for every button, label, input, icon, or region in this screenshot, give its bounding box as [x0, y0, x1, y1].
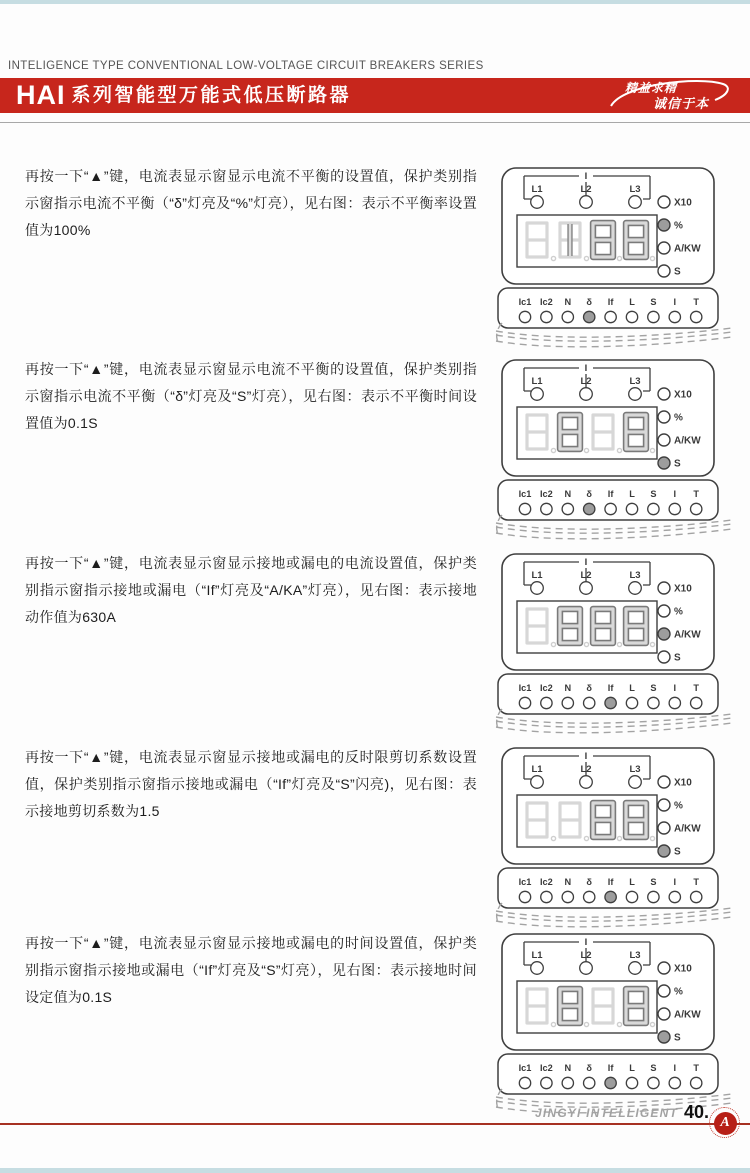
phase-led-L2: [580, 388, 593, 401]
seven-segment-display: [517, 407, 657, 459]
slogan-line1: 精益求精: [625, 81, 678, 95]
svg-text:T: T: [693, 1063, 700, 1073]
page-number: 40.: [684, 1102, 710, 1122]
phase-led-L3: [629, 196, 642, 209]
svg-text:Ic2: Ic2: [540, 297, 553, 307]
svg-text:I: I: [673, 297, 677, 307]
meter-diagram-1: [492, 166, 737, 354]
side-led-%: [658, 799, 670, 811]
strip-led-δ: [584, 891, 595, 902]
svg-text:X10: X10: [674, 583, 692, 595]
side-led-S: [658, 1031, 670, 1043]
svg-text:N: N: [564, 1063, 572, 1073]
meter-diagram-2: [492, 358, 737, 546]
svg-text:X10: X10: [674, 963, 692, 975]
svg-text:X10: X10: [674, 389, 692, 401]
strip-led-S: [648, 891, 659, 902]
strip-led-Ic1: [519, 1077, 530, 1088]
svg-text:S: S: [674, 266, 681, 278]
side-led-A/KW: [658, 628, 670, 640]
side-led-A/KW: [658, 242, 670, 254]
strip-led-T: [691, 697, 702, 708]
section-text-2: 再按一下“▲”键，电流表显示窗显示电流不平衡的设置值，保护类别指示窗指示电流不平衡（“δ”灯亮及“S”灯亮），见右图：表示不平衡时间设置值为0.1S: [25, 361, 477, 431]
svg-text:Ic1: Ic1: [518, 297, 532, 307]
svg-text:L3: L3: [629, 764, 641, 775]
side-led-A/KW: [658, 1008, 670, 1020]
phase-led-L2: [580, 776, 593, 789]
strip-led-L: [626, 891, 637, 902]
svg-text:N: N: [564, 683, 572, 693]
strip-led-If: [605, 891, 616, 902]
svg-text:S: S: [650, 297, 657, 307]
strip-led-L: [626, 503, 637, 514]
bottom-accent-strip: [0, 1168, 750, 1173]
svg-text:L3: L3: [629, 184, 641, 195]
svg-text:T: T: [693, 683, 700, 693]
side-led-S: [658, 457, 670, 469]
svg-text:X10: X10: [674, 197, 692, 209]
strip-led-N: [562, 503, 573, 514]
svg-text:L3: L3: [629, 950, 641, 961]
side-led-X10: [658, 196, 670, 208]
strip-led-T: [691, 891, 702, 902]
strip-led-If: [605, 311, 616, 322]
svg-text:L2: L2: [580, 184, 592, 195]
svg-text:I: I: [673, 489, 677, 499]
svg-text:I: I: [584, 363, 588, 374]
section-text-4: 再按一下“▲”键，电流表显示窗显示接地或漏电的反时限剪切系数设置值，保护类别指示窗指示接地或漏电（“If”灯亮及“S”闪亮)，见右图：表示接地剪切系数为1.5: [25, 749, 477, 819]
svg-text:δ: δ: [586, 877, 592, 887]
svg-text:δ: δ: [586, 489, 592, 499]
svg-text:A/KW: A/KW: [674, 435, 701, 447]
svg-text:T: T: [693, 877, 700, 887]
svg-text:I: I: [584, 557, 588, 568]
strip-led-If: [605, 1077, 616, 1088]
svg-text:L: L: [629, 683, 635, 693]
svg-text:L2: L2: [580, 764, 592, 775]
section-text-3: 再按一下“▲”键，电流表显示窗显示接地或漏电的电流设置值，保护类别指示窗指示接地或漏电（“If”灯亮及“A/KA”灯亮），见右图：表示接地动作值为630A: [25, 555, 477, 625]
logo-letter: A: [714, 1112, 737, 1135]
seven-segment-display: [517, 215, 657, 267]
phase-led-L1: [531, 776, 544, 789]
strip-led-N: [562, 697, 573, 708]
side-led-X10: [658, 582, 670, 594]
svg-text:L3: L3: [629, 376, 641, 387]
svg-text:δ: δ: [586, 683, 592, 693]
svg-text:I: I: [584, 751, 588, 762]
protection-led-strip: [498, 288, 718, 328]
top-accent-strip: [0, 0, 750, 4]
slogan-line2: 诚信于本: [653, 96, 710, 111]
svg-text:If: If: [607, 877, 614, 887]
svg-text:δ: δ: [586, 297, 592, 307]
strip-led-S: [648, 503, 659, 514]
meter-svg: [492, 746, 737, 934]
strip-led-δ: [584, 503, 595, 514]
svg-text:T: T: [693, 489, 700, 499]
svg-text:L: L: [629, 877, 635, 887]
side-led-%: [658, 605, 670, 617]
svg-text:I: I: [673, 877, 677, 887]
meter-svg: [492, 358, 737, 546]
strip-led-Ic2: [541, 697, 552, 708]
strip-led-T: [691, 311, 702, 322]
svg-text:L: L: [629, 297, 635, 307]
series-subtitle: INTELIGENCE TYPE CONVENTIONAL LOW-VOLTAGE CIRCUIT BREAKERS SERIES: [8, 60, 484, 72]
meter-svg: [492, 166, 737, 354]
strip-led-I: [669, 891, 680, 902]
phase-led-L1: [531, 582, 544, 595]
side-led-X10: [658, 388, 670, 400]
strip-led-δ: [584, 1077, 595, 1088]
strip-led-δ: [584, 311, 595, 322]
strip-led-L: [626, 697, 637, 708]
strip-led-N: [562, 1077, 573, 1088]
phase-led-L1: [531, 196, 544, 209]
svg-text:I: I: [673, 683, 677, 693]
meter-diagram-5: [492, 932, 737, 1120]
side-led-%: [658, 985, 670, 997]
svg-text:L: L: [629, 489, 635, 499]
strip-led-T: [691, 1077, 702, 1088]
side-led-X10: [658, 776, 670, 788]
strip-led-If: [605, 697, 616, 708]
side-led-%: [658, 219, 670, 231]
strip-led-Ic1: [519, 503, 530, 514]
svg-text:If: If: [607, 297, 614, 307]
svg-text:A/KW: A/KW: [674, 243, 701, 255]
side-led-A/KW: [658, 822, 670, 834]
phase-led-L1: [531, 388, 544, 401]
side-led-X10: [658, 962, 670, 974]
svg-text:I: I: [584, 171, 588, 182]
svg-text:L3: L3: [629, 570, 641, 581]
strip-led-T: [691, 503, 702, 514]
protection-led-strip: [498, 1054, 718, 1094]
section-text-1: 再按一下“▲”键，电流表显示窗显示电流不平衡的设置值，保护类别指示窗指示电流不平衡（“δ”灯亮及“%”灯亮），见右图：表示不平衡率设置值为100%: [25, 168, 477, 238]
phase-led-L3: [629, 962, 642, 975]
phase-led-L3: [629, 388, 642, 401]
protection-led-strip: [498, 868, 718, 908]
svg-text:%: %: [674, 412, 683, 424]
footer-brand: JINGYI INTELLIGENT: [535, 1106, 678, 1120]
svg-text:A/KW: A/KW: [674, 823, 701, 835]
brand-slogan-logo: [601, 75, 736, 117]
meter-diagram-4: [492, 746, 737, 934]
svg-text:Ic1: Ic1: [518, 489, 532, 499]
strip-led-N: [562, 311, 573, 322]
side-led-S: [658, 265, 670, 277]
svg-text:A/KW: A/KW: [674, 1009, 701, 1021]
svg-text:L1: L1: [531, 764, 543, 775]
svg-text:Ic2: Ic2: [540, 489, 553, 499]
side-led-A/KW: [658, 434, 670, 446]
svg-text:S: S: [650, 1063, 657, 1073]
strip-led-S: [648, 1077, 659, 1088]
brand-text: HAI: [16, 80, 66, 110]
svg-text:If: If: [607, 489, 614, 499]
svg-text:%: %: [674, 220, 683, 232]
strip-led-L: [626, 1077, 637, 1088]
svg-text:S: S: [650, 877, 657, 887]
svg-text:S: S: [674, 652, 681, 664]
svg-text:X10: X10: [674, 777, 692, 789]
footer-divider: [0, 1123, 750, 1125]
header-divider: [0, 122, 750, 123]
strip-led-L: [626, 311, 637, 322]
meter-svg: [492, 932, 737, 1120]
svg-text:%: %: [674, 986, 683, 998]
svg-text:L: L: [629, 1063, 635, 1073]
seven-segment-display: [517, 601, 657, 653]
svg-text:S: S: [650, 489, 657, 499]
svg-text:Ic1: Ic1: [518, 683, 532, 693]
strip-led-S: [648, 311, 659, 322]
svg-text:%: %: [674, 800, 683, 812]
strip-led-If: [605, 503, 616, 514]
section-text-5: 再按一下“▲”键，电流表显示窗显示接地或漏电的时间设置值，保护类别指示窗指示接地或漏电（“If”灯亮及“S”灯亮），见右图：表示接地时间设定值为0.1S: [25, 935, 477, 1005]
svg-text:L1: L1: [531, 950, 543, 961]
strip-led-I: [669, 697, 680, 708]
svg-text:Ic1: Ic1: [518, 1063, 532, 1073]
strip-led-Ic2: [541, 1077, 552, 1088]
svg-text:L2: L2: [580, 950, 592, 961]
phase-led-L2: [580, 962, 593, 975]
svg-text:Ic2: Ic2: [540, 1063, 553, 1073]
side-led-S: [658, 651, 670, 663]
strip-led-S: [648, 697, 659, 708]
svg-text:Ic2: Ic2: [540, 683, 553, 693]
side-led-%: [658, 411, 670, 423]
strip-led-Ic2: [541, 503, 552, 514]
strip-led-Ic1: [519, 697, 530, 708]
svg-text:%: %: [674, 606, 683, 618]
svg-text:L1: L1: [531, 376, 543, 387]
phase-led-L2: [580, 582, 593, 595]
svg-text:S: S: [650, 683, 657, 693]
svg-text:If: If: [607, 683, 614, 693]
phase-led-L3: [629, 776, 642, 789]
seven-segment-display: [517, 981, 657, 1033]
svg-text:δ: δ: [586, 1063, 592, 1073]
strip-led-δ: [584, 697, 595, 708]
banner-title: 系列智能型万能式低压断路器: [71, 85, 352, 106]
strip-led-N: [562, 891, 573, 902]
svg-text:T: T: [693, 297, 700, 307]
svg-text:L2: L2: [580, 376, 592, 387]
svg-text:L1: L1: [531, 184, 543, 195]
strip-led-I: [669, 1077, 680, 1088]
svg-text:N: N: [564, 297, 572, 307]
svg-text:L1: L1: [531, 570, 543, 581]
strip-led-Ic1: [519, 311, 530, 322]
strip-led-I: [669, 311, 680, 322]
strip-led-Ic1: [519, 891, 530, 902]
svg-text:I: I: [673, 1063, 677, 1073]
svg-text:L2: L2: [580, 570, 592, 581]
protection-led-strip: [498, 674, 718, 714]
strip-led-Ic2: [541, 311, 552, 322]
phase-led-L3: [629, 582, 642, 595]
strip-led-Ic2: [541, 891, 552, 902]
svg-text:S: S: [674, 1032, 681, 1044]
seven-segment-display: [517, 795, 657, 847]
brand-logo: [709, 1107, 741, 1139]
svg-text:S: S: [674, 846, 681, 858]
strip-led-I: [669, 503, 680, 514]
svg-text:Ic2: Ic2: [540, 877, 553, 887]
svg-text:If: If: [607, 1063, 614, 1073]
meter-diagram-3: [492, 552, 737, 740]
header-banner: [0, 78, 750, 113]
phase-led-L1: [531, 962, 544, 975]
svg-text:Ic1: Ic1: [518, 877, 532, 887]
phase-led-L2: [580, 196, 593, 209]
svg-text:S: S: [674, 458, 681, 470]
meter-svg: [492, 552, 737, 740]
svg-text:N: N: [564, 877, 572, 887]
side-led-S: [658, 845, 670, 857]
svg-text:N: N: [564, 489, 572, 499]
svg-text:I: I: [584, 937, 588, 948]
svg-text:A/KW: A/KW: [674, 629, 701, 641]
protection-led-strip: [498, 480, 718, 520]
